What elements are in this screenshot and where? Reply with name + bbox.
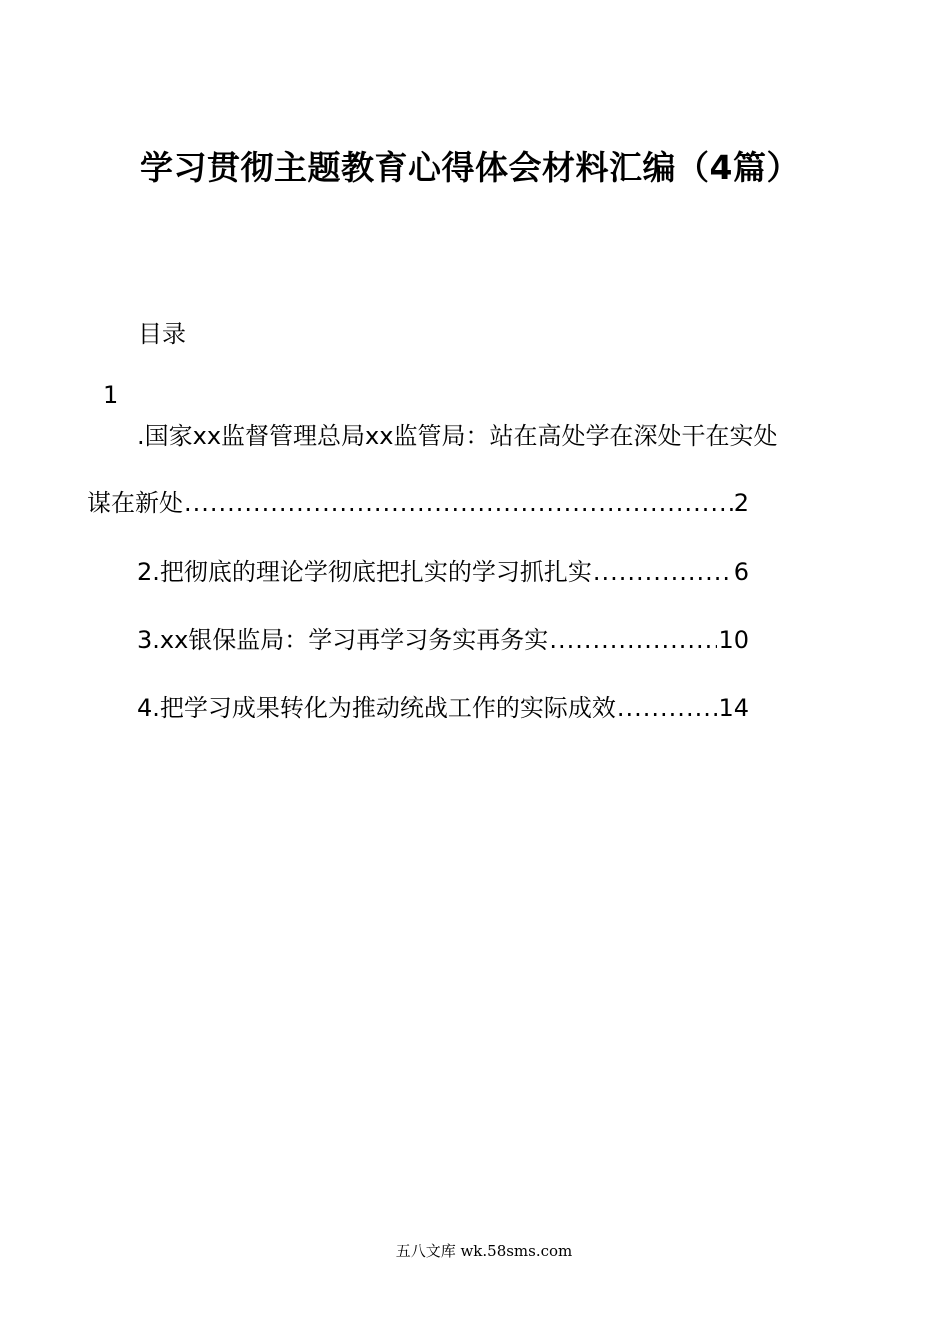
toc-entry-2-page: 6	[733, 558, 749, 586]
toc-entry-1-number: 1	[103, 381, 119, 409]
toc-entry-1-title-line2: 谋在新处	[87, 489, 183, 517]
toc-heading: 目录	[138, 320, 186, 348]
toc-entry-1-row[interactable]	[87, 486, 749, 520]
toc-entry-1-title-line1[interactable]: .国家xx监督管理总局xx监管局：站在高处学在深处干在实处	[137, 422, 778, 450]
toc-entry-3-row[interactable]	[137, 623, 749, 657]
toc-entry-3-title: 3.xx银保监局：学习再学习务实再务实	[137, 626, 549, 654]
document-title: 学习贯彻主题教育心得体会材料汇编（4篇）	[140, 148, 800, 187]
toc-entry-4-title: 4.把学习成果转化为推动统战工作的实际成效	[137, 694, 616, 722]
toc-entry-3-page: 10	[718, 626, 749, 654]
toc-entry-4-page: 14	[718, 694, 749, 722]
toc-entry-2-row[interactable]	[137, 555, 749, 589]
toc-leader-dots	[549, 623, 717, 657]
toc-leader-dots	[593, 555, 733, 589]
toc-entry-4-row[interactable]	[137, 691, 749, 725]
toc-leader-dots	[617, 691, 718, 725]
toc-leader-dots	[184, 486, 733, 520]
toc-entry-2-title: 2.把彻底的理论学彻底把扎实的学习抓扎实	[137, 558, 592, 586]
page-footer: 五八文库 wk.58sms.com	[395, 1242, 573, 1260]
toc-entry-1-page: 2	[733, 489, 749, 517]
